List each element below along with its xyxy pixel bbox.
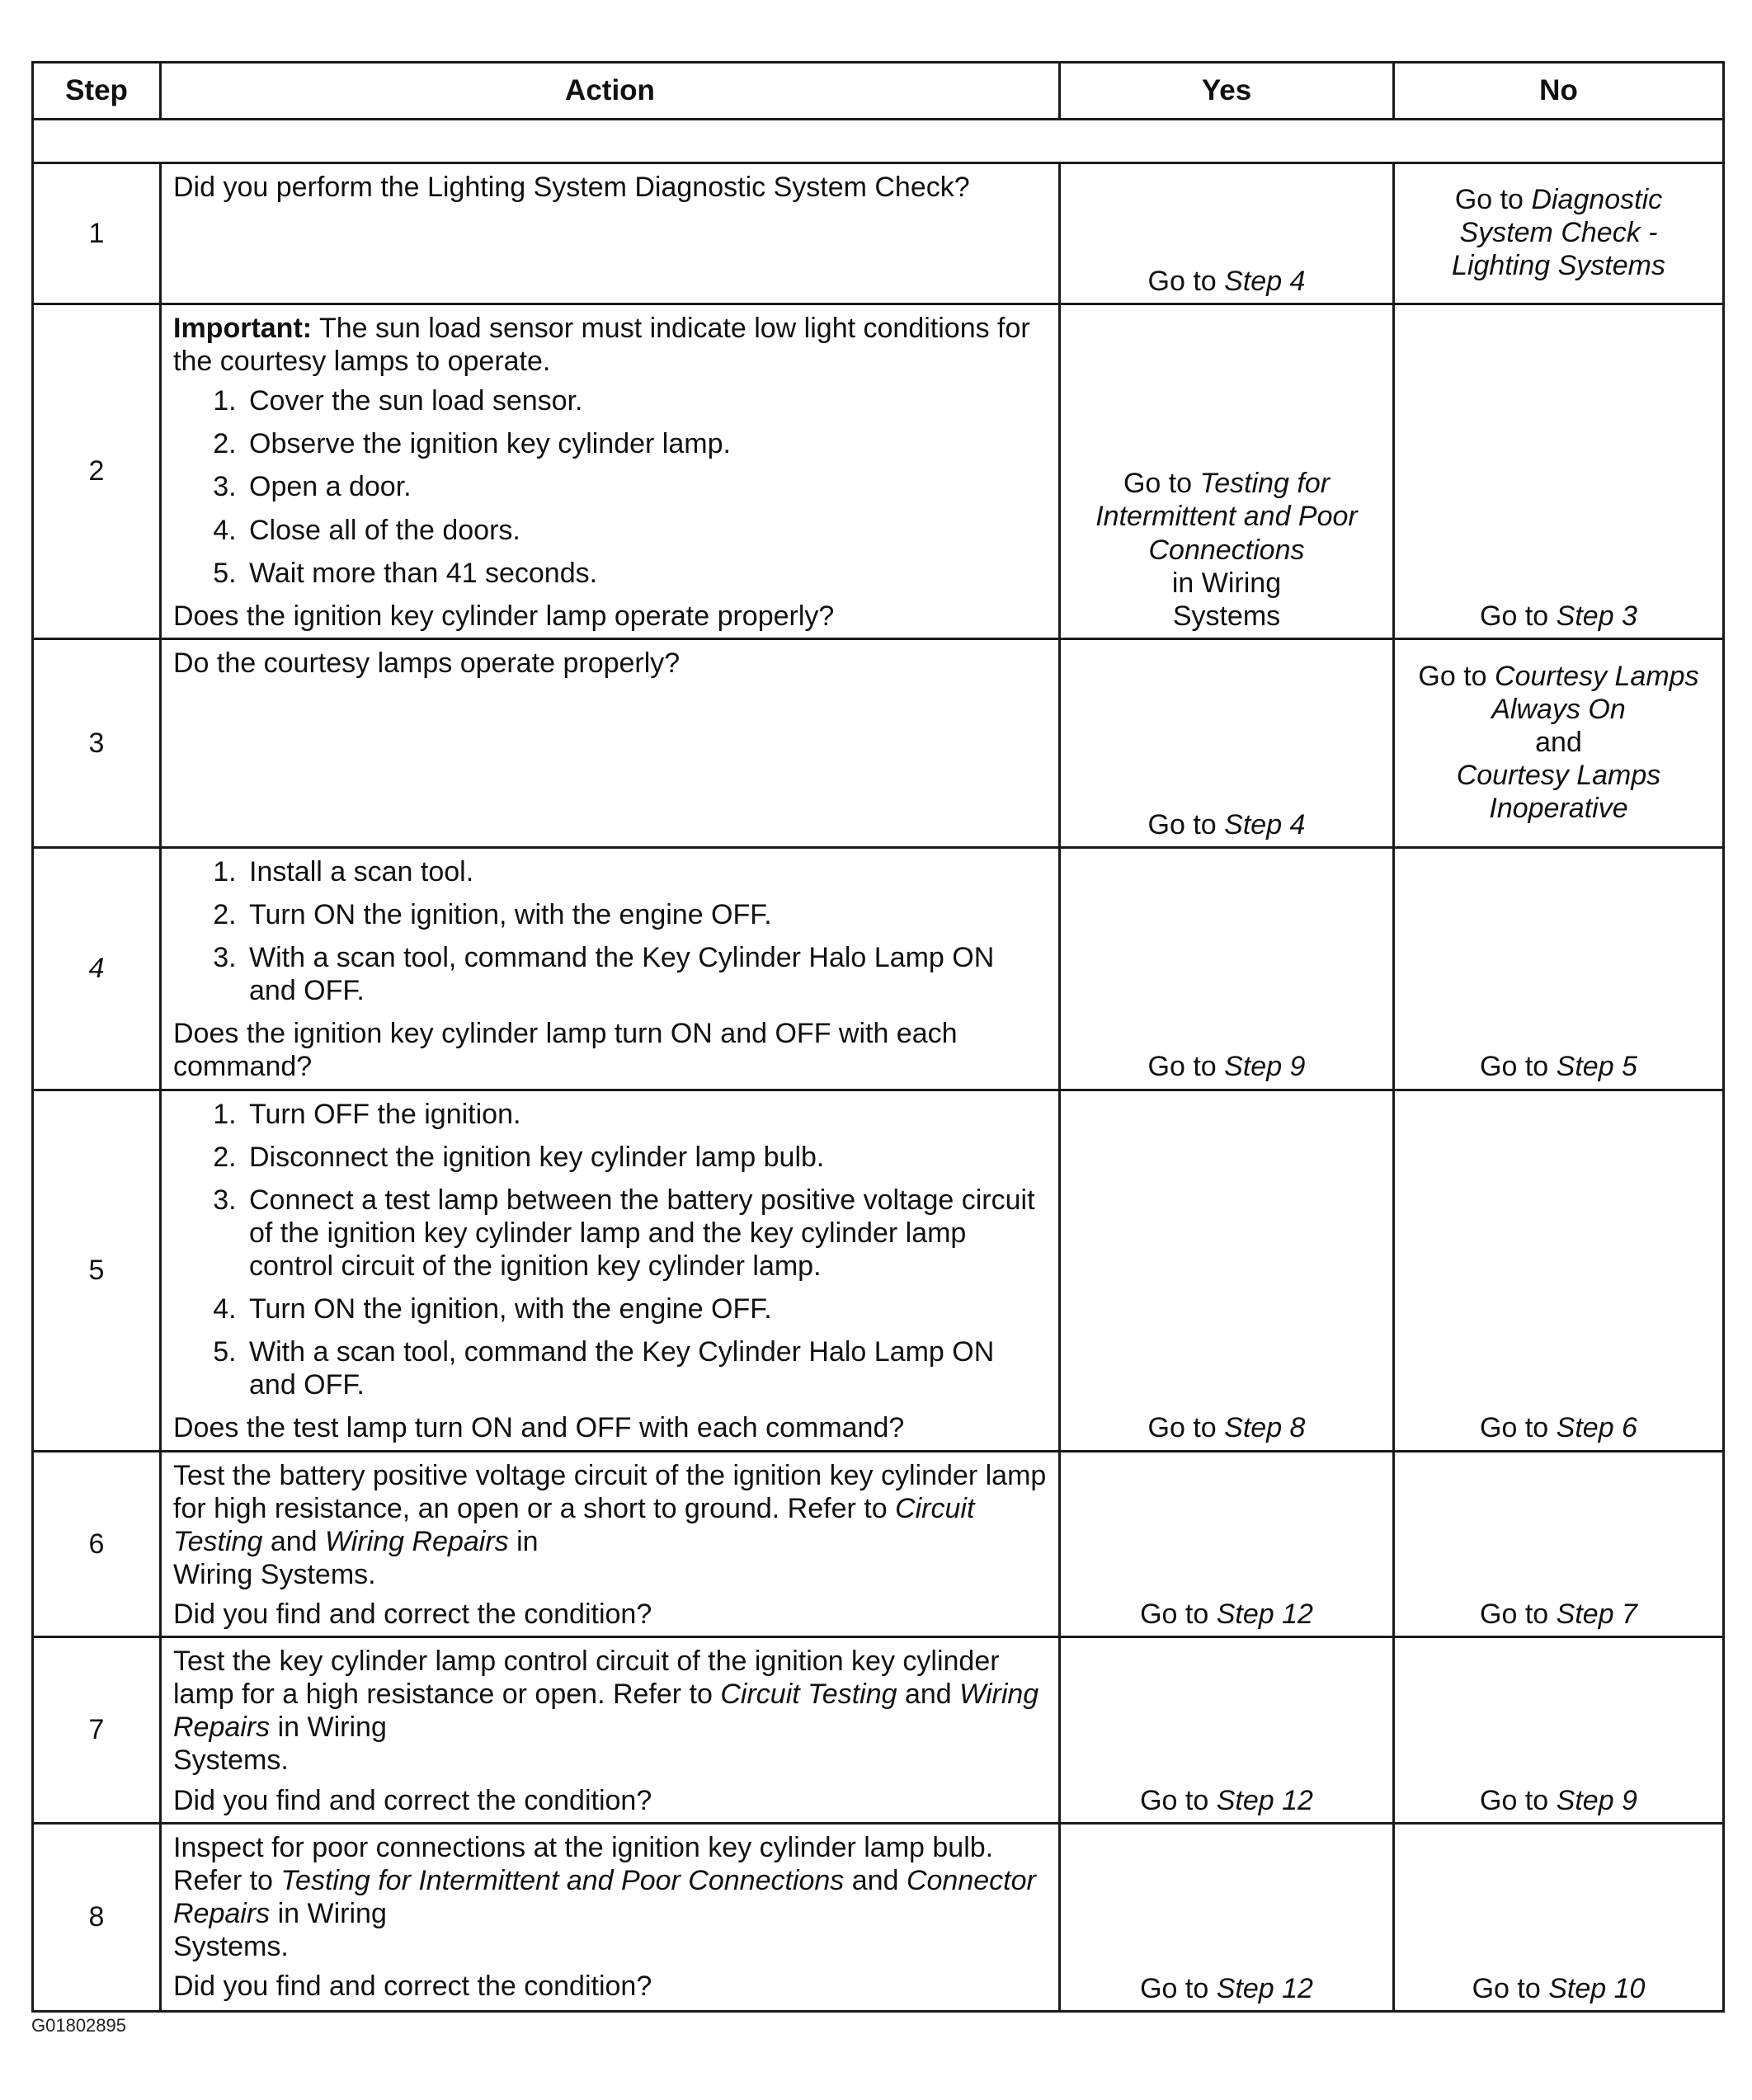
reference-link[interactable]: Testing for Intermittent and Poor Connections <box>280 1864 845 1896</box>
no-link[interactable]: Step 5 <box>1556 1051 1637 1083</box>
action-cell <box>161 304 1060 639</box>
table-row <box>33 847 1724 1090</box>
important-text: The sun load sensor must indicate low light conditions for the courtesy lamps to operate. <box>173 313 1030 378</box>
yes-cell <box>1060 638 1394 847</box>
yes-cell <box>1060 304 1394 639</box>
header-row <box>33 63 1724 120</box>
table-row <box>33 1090 1724 1451</box>
step-number: 5 <box>33 1090 161 1451</box>
yes-link[interactable]: Step 12 <box>1216 1598 1313 1630</box>
question-text: Did you find and correct the condition? <box>173 1598 652 1630</box>
no-link-line[interactable]: Inoperative <box>1489 793 1628 825</box>
table-row <box>33 1823 1724 2011</box>
yes-prefix: Go to <box>1147 1051 1217 1083</box>
no-prefix: Go to <box>1472 1972 1541 2004</box>
yes-link[interactable]: Step 12 <box>1216 1784 1313 1816</box>
no-cell <box>1394 304 1724 639</box>
instruction-part: in Wiring <box>277 1712 387 1744</box>
yes-link[interactable]: Testing for <box>1199 468 1330 500</box>
table-row <box>33 1637 1724 1824</box>
no-cell <box>1394 1823 1724 2011</box>
yes-link[interactable]: Step 9 <box>1224 1051 1306 1083</box>
yes-link[interactable]: Step 12 <box>1216 1972 1313 2004</box>
procedure-step: 1. Install a scan tool. <box>244 855 1047 888</box>
no-cell <box>1394 1090 1724 1451</box>
no-prefix: Go to <box>1480 1412 1549 1444</box>
question-text: Does the ignition key cylinder lamp operate properly? <box>173 600 835 632</box>
no-link[interactable]: Step 10 <box>1548 1972 1646 2004</box>
step-number: 3 <box>33 638 161 847</box>
no-cell <box>1394 638 1724 847</box>
yes-link[interactable]: Step 4 <box>1224 265 1306 297</box>
procedure-list <box>173 855 1047 1007</box>
action-cell <box>161 1090 1060 1451</box>
table-row <box>33 304 1724 639</box>
reference-link[interactable]: Wiring Repairs <box>173 1679 1039 1744</box>
instruction-part: and <box>851 1864 899 1896</box>
figure-code: G01802895 <box>31 2015 126 2036</box>
question-text: Does the ignition key cylinder lamp turn ON and OFF with each command? <box>173 1018 958 1083</box>
yes-link[interactable]: Step 8 <box>1224 1412 1306 1444</box>
yes-cell <box>1060 163 1394 304</box>
reference-link[interactable]: Circuit Testing <box>173 1492 975 1557</box>
action-cell <box>161 847 1060 1090</box>
yes-prefix: Go to <box>1123 468 1193 500</box>
yes-cell <box>1060 847 1394 1090</box>
no-cell <box>1394 1451 1724 1637</box>
yes-prefix: Go to <box>1147 808 1217 840</box>
spacer-row <box>33 120 1724 163</box>
procedure-list <box>173 1098 1047 1402</box>
spacer-cell <box>33 120 1724 163</box>
no-prefix: Go to <box>1480 600 1549 632</box>
question-text: Did you find and correct the condition? <box>173 1971 652 2003</box>
table-row <box>33 1451 1724 1637</box>
instruction-text <box>173 1831 1047 1963</box>
no-cell <box>1394 1637 1724 1824</box>
no-prefix: Go to <box>1480 1051 1549 1083</box>
diagnostic-table <box>31 61 1725 2013</box>
yes-suffix: Systems <box>1172 600 1281 632</box>
yes-prefix: Go to <box>1147 265 1217 297</box>
yes-prefix: Go to <box>1147 1412 1217 1444</box>
yes-prefix: Go to <box>1140 1784 1209 1816</box>
procedure-step: 1. Turn OFF the ignition. <box>244 1098 1047 1131</box>
no-join: and <box>1535 726 1582 758</box>
step-number: 2 <box>33 304 161 639</box>
procedure-step: 4. Close all of the doors. <box>244 514 1047 547</box>
yes-link[interactable]: Step 4 <box>1224 808 1306 840</box>
step-number: 6 <box>33 1451 161 1637</box>
yes-cell <box>1060 1451 1394 1637</box>
reference-link[interactable]: Connector Repairs <box>173 1864 1036 1929</box>
yes-cell <box>1060 1823 1394 2011</box>
no-cell <box>1394 163 1724 304</box>
no-prefix: Go to <box>1480 1784 1549 1816</box>
procedure-step: 5. Wait more than 41 seconds. <box>244 557 1047 590</box>
instruction-part: Test the key cylinder lamp control circuit of the ignition key cylinder lamp for a high resistance or open. Refer to <box>173 1646 1000 1711</box>
instruction-part: and <box>904 1679 952 1711</box>
action-cell <box>161 638 1060 847</box>
step-number: 4 <box>33 847 161 1090</box>
instruction-part: Inspect for poor connections at the ignition key cylinder lamp bulb. Refer to <box>173 1831 994 1896</box>
header-action: Action <box>161 63 1060 120</box>
no-cell <box>1394 847 1724 1090</box>
action-cell <box>161 1637 1060 1824</box>
instruction-part: in <box>516 1525 539 1557</box>
question-text: Does the test lamp turn ON and OFF with each command? <box>173 1412 905 1444</box>
no-link-line[interactable]: System Check - <box>1459 216 1658 248</box>
procedure-step: 2. Observe the ignition key cylinder lamp. <box>244 427 1047 460</box>
instruction-part: Test the battery positive voltage circuit of the ignition key cylinder lamp for high resistance, an open or a short to ground. Refer to <box>173 1459 1047 1524</box>
instruction-part: and <box>270 1525 318 1557</box>
instruction-part: Wiring Systems. <box>173 1558 376 1590</box>
yes-suffix: in Wiring <box>1171 567 1282 599</box>
yes-link-line[interactable]: Connections <box>1148 534 1305 566</box>
procedure-step: 2. Turn ON the ignition, with the engine OFF. <box>244 898 1047 931</box>
procedure-step: 2. Disconnect the ignition key cylinder lamp bulb. <box>244 1141 1047 1174</box>
procedure-step: 3. Connect a test lamp between the battery positive voltage circuit of the ignition key cylinder lamp and the key cylinder lamp control circuit of the ignition key cylinder lamp. <box>244 1184 1047 1283</box>
procedure-step: 4. Turn ON the ignition, with the engine OFF. <box>244 1292 1047 1325</box>
procedure-step: 1. Cover the sun load sensor. <box>244 384 1047 417</box>
important-note <box>173 312 1047 378</box>
instruction-part: Systems. <box>173 1930 289 1962</box>
procedure-step: 3. Open a door. <box>244 470 1047 503</box>
no-link-line[interactable]: Always On <box>1491 693 1626 725</box>
no-link[interactable]: Courtesy Lamps <box>1456 759 1661 791</box>
procedure-step: 5. With a scan tool, command the Key Cylinder Halo Lamp ON and OFF. <box>244 1335 1047 1401</box>
no-link[interactable]: Step 3 <box>1556 600 1637 632</box>
yes-cell <box>1060 1090 1394 1451</box>
question-text: Did you perform the Lighting System Diagnostic System Check? <box>173 172 970 203</box>
reference-link[interactable]: Wiring Repairs <box>325 1525 509 1557</box>
no-prefix: Go to <box>1480 1598 1549 1630</box>
table-row <box>33 163 1724 304</box>
step-number: 8 <box>33 1823 161 2011</box>
yes-link-line[interactable]: Intermittent and Poor <box>1095 501 1358 533</box>
no-link[interactable]: Step 9 <box>1556 1784 1637 1816</box>
instruction-part: Systems. <box>173 1745 289 1777</box>
no-link[interactable]: Step 6 <box>1556 1412 1637 1444</box>
reference-link[interactable]: Circuit Testing <box>720 1679 897 1711</box>
yes-prefix: Go to <box>1140 1598 1209 1630</box>
instruction-part: in Wiring <box>277 1897 387 1929</box>
yes-cell <box>1060 1637 1394 1824</box>
header-yes: Yes <box>1060 63 1394 120</box>
action-cell <box>161 1451 1060 1637</box>
no-prefix: Go to <box>1418 660 1487 692</box>
important-label: Important: <box>173 313 313 344</box>
no-link-line[interactable]: Lighting Systems <box>1452 250 1665 282</box>
header-step: Step <box>33 63 161 120</box>
instruction-text <box>173 1459 1047 1591</box>
action-cell <box>161 1823 1060 2011</box>
question-text: Did you find and correct the condition? <box>173 1784 652 1816</box>
yes-prefix: Go to <box>1140 1972 1209 2004</box>
question-text: Do the courtesy lamps operate properly? <box>173 647 681 679</box>
step-number: 7 <box>33 1637 161 1824</box>
header-no: No <box>1394 63 1724 120</box>
no-link[interactable]: Step 7 <box>1556 1598 1637 1630</box>
procedure-list <box>173 384 1047 590</box>
instruction-text <box>173 1645 1047 1777</box>
no-link[interactable]: Diagnostic <box>1531 183 1663 215</box>
action-cell <box>161 163 1060 304</box>
step-number: 1 <box>33 163 161 304</box>
no-link[interactable]: Courtesy Lamps <box>1495 660 1699 692</box>
procedure-step: 3. With a scan tool, command the Key Cylinder Halo Lamp ON and OFF. <box>244 941 1047 1007</box>
no-prefix: Go to <box>1454 183 1524 215</box>
table-row <box>33 638 1724 847</box>
